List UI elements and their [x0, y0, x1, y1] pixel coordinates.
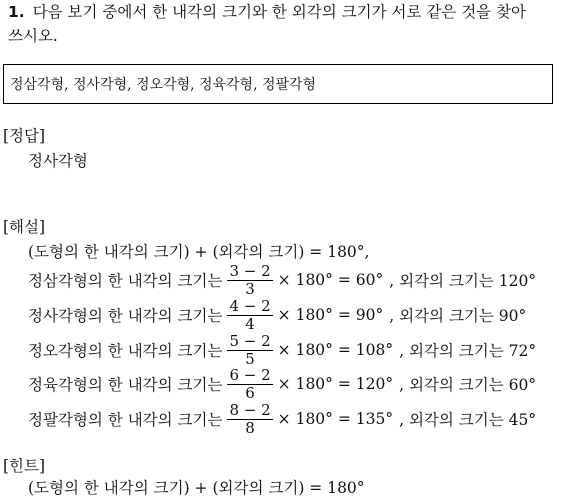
fraction — [227, 333, 272, 368]
row-prefix: 정육각형의 한 내각의 크기는 — [28, 376, 223, 394]
answer-value: 정사각형 — [28, 152, 88, 170]
row-calc: × 180° = 135° — [277, 410, 394, 428]
row-calc: × 180° = 90° — [277, 306, 384, 324]
row-calc: × 180° = 108° — [277, 341, 394, 359]
row-suffix: , 외각의 크기는 90° — [389, 307, 527, 325]
fraction — [227, 298, 272, 333]
fraction-numerator: 4 − 2 — [229, 296, 271, 315]
fraction-numerator: 6 − 2 — [229, 365, 271, 384]
question-text-2: 쓰시오. — [8, 27, 58, 45]
fraction — [227, 263, 272, 298]
hint-formula: (도형의 한 내각의 크기) + (외각의 크기) = 180° — [28, 479, 365, 497]
question — [8, 0, 568, 48]
row-suffix: , 외각의 크기는 72° — [399, 342, 537, 360]
question-number: 1. — [8, 3, 25, 21]
explanation-row — [28, 365, 537, 402]
row-prefix: 정사각형의 한 내각의 크기는 — [28, 307, 223, 325]
explanation-row — [28, 400, 537, 437]
row-prefix: 정팔각형의 한 내각의 크기는 — [28, 411, 223, 429]
fraction-numerator: 5 − 2 — [229, 331, 271, 350]
fraction-denominator: 8 — [245, 418, 255, 437]
row-suffix: , 외각의 크기는 120° — [389, 272, 537, 290]
row-suffix: , 외각의 크기는 60° — [399, 376, 537, 394]
fraction-denominator: 6 — [245, 383, 255, 402]
row-calc: × 180° = 120° — [277, 375, 394, 393]
explanation-row — [28, 296, 527, 333]
question-text-1: 다음 보기 중에서 한 내각의 크기와 한 외각의 크기가 서로 같은 것을 찾아 — [32, 3, 527, 21]
hint-label: [힌트] — [3, 457, 46, 475]
fraction — [227, 402, 272, 437]
answer-label: [정답] — [3, 127, 46, 145]
explanation-row — [28, 261, 537, 298]
row-suffix: , 외각의 크기는 45° — [399, 411, 537, 429]
fraction-denominator: 5 — [245, 349, 255, 368]
explanation-formula: (도형의 한 내각의 크기) + (외각의 크기) = 180°, — [28, 243, 370, 261]
fraction-denominator: 3 — [245, 279, 255, 298]
fraction-numerator: 3 − 2 — [229, 261, 271, 280]
row-prefix: 정삼각형의 한 내각의 크기는 — [28, 272, 223, 290]
fraction — [227, 367, 272, 402]
fraction-numerator: 8 − 2 — [229, 400, 271, 419]
choices-box: 정삼각형, 정사각형, 정오각형, 정육각형, 정팔각형 — [3, 64, 553, 104]
explanation-row — [28, 331, 537, 368]
explanation-label: [해설] — [3, 218, 46, 236]
row-prefix: 정오각형의 한 내각의 크기는 — [28, 342, 223, 360]
row-calc: × 180° = 60° — [277, 271, 384, 289]
question-line-1 — [8, 0, 568, 24]
fraction-denominator: 4 — [245, 314, 255, 333]
